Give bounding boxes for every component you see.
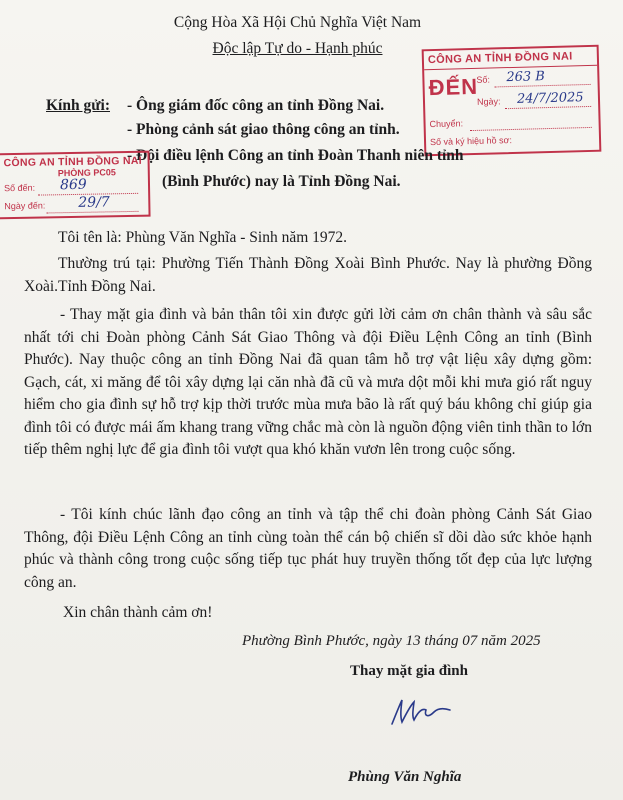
stamp-right-chuyen-label: Chuyển: [429,118,464,130]
wishes-paragraph: - Tôi kính chúc lãnh đạo công an tỉnh và tập thể chi đoàn phòng Cảnh Sát Giao Thông, đội Điều Lệnh Công an tỉnh cùng toàn thể cán bộ chiến sĩ dồi dào sức khỏe hạnh phúc và thành công trong cuộc sống tiếp tục phát huy truyền thống tốt đẹp của lực lượng công an. [24,506,592,591]
stamp-left-sub: PHÒNG PC05 [57,167,116,179]
thanks-line: Xin chân thành cảm ơn! [63,604,213,621]
stamp-left-so-value: 869 [59,176,87,194]
intro-line: Tôi tên là: Phùng Văn Nghĩa - Sinh năm 1972. [58,229,348,246]
stamp-right-title: CÔNG AN TỈNH ĐỒNG NAI [427,50,573,67]
recipient-item-1: - Ông giám đốc công an tỉnh Đồng Nai. [127,97,385,114]
on-behalf-label: Thay mặt gia đình [350,663,468,679]
place-date: Phường Bình Phước, ngày 13 tháng 07 năm 2025 [242,633,541,649]
stamp-left-ngay-value: 29/7 [78,194,110,211]
stamp-left-so-label: Số đến: [3,182,36,194]
recipient-item-3: - Đội điều lệnh Công an tỉnh Đoàn Thanh niên tỉnh [127,147,464,164]
address-paragraph: Thường trú tại: Phường Tiến Thành Đồng Xoài Bình Phước. Nay là phường Đồng Xoài.Tỉnh Đồng Nai. [24,255,592,295]
national-title: Cộng Hòa Xã Hội Chủ Nghĩa Việt Nam [173,14,422,31]
stamp-right-ngay-value: 24/7/2025 [516,90,584,107]
national-motto: Độc lập Tự do - Hạnh phúc [212,40,383,57]
recipient-item-4: (Bình Phước) nay là Tỉnh Đồng Nai. [162,173,401,190]
stamp-right-ngay-label: Ngày: [476,96,501,107]
signer-name: Phùng Văn Nghĩa [348,769,462,785]
recipient-item-2: - Phòng cảnh sát giao thông công an tỉnh. [127,121,400,138]
received-stamp-right [422,45,602,157]
stamp-right-den: ĐẾN [428,73,479,101]
stamp-right-so-label: Số: [476,74,491,85]
stamp-left-ngay-label: Ngày đến: [4,200,46,212]
received-stamp-left [0,151,151,220]
gratitude-paragraph: - Thay mặt gia đình và bản thân tôi xin được gửi lời cảm ơn chân thành và sâu sắc nhất tới chi Đoàn phòng Cảnh Sát Giao Thông và đội Điều Lệnh Công an tỉnh (Bình Phước). Nay thuộc công an tỉnh Đồng Nai đã quan tâm hỗ trợ vật liệu xây dựng gồm: Gạch, cát, xi măng để tôi xây dựng lại căn nhà đã cũ và mưa dột mỗi khi mưa gió rất nguy hiểm cho gia đình sự hỗ trợ kịp thời trước mùa mưa bão là rất quý báu không chỉ giúp gia đình tôi có được mái ấm khang trang vững chắc mà còn là nguồn động viên tinh thần to lớn tiếp thêm nghị lực để gia đình tôi vượt qua khó khăn vươn lên trong cuộc sống. [24,306,592,458]
signature [388,692,458,732]
stamp-left-title: CÔNG AN TỈNH ĐỒNG NAI [3,154,143,170]
stamp-right-ky-label: Số và ký hiệu hồ sơ: [429,135,513,148]
stamp-right-so-value: 263 B [506,69,546,86]
recipient-label: Kính gửi: [46,97,110,114]
